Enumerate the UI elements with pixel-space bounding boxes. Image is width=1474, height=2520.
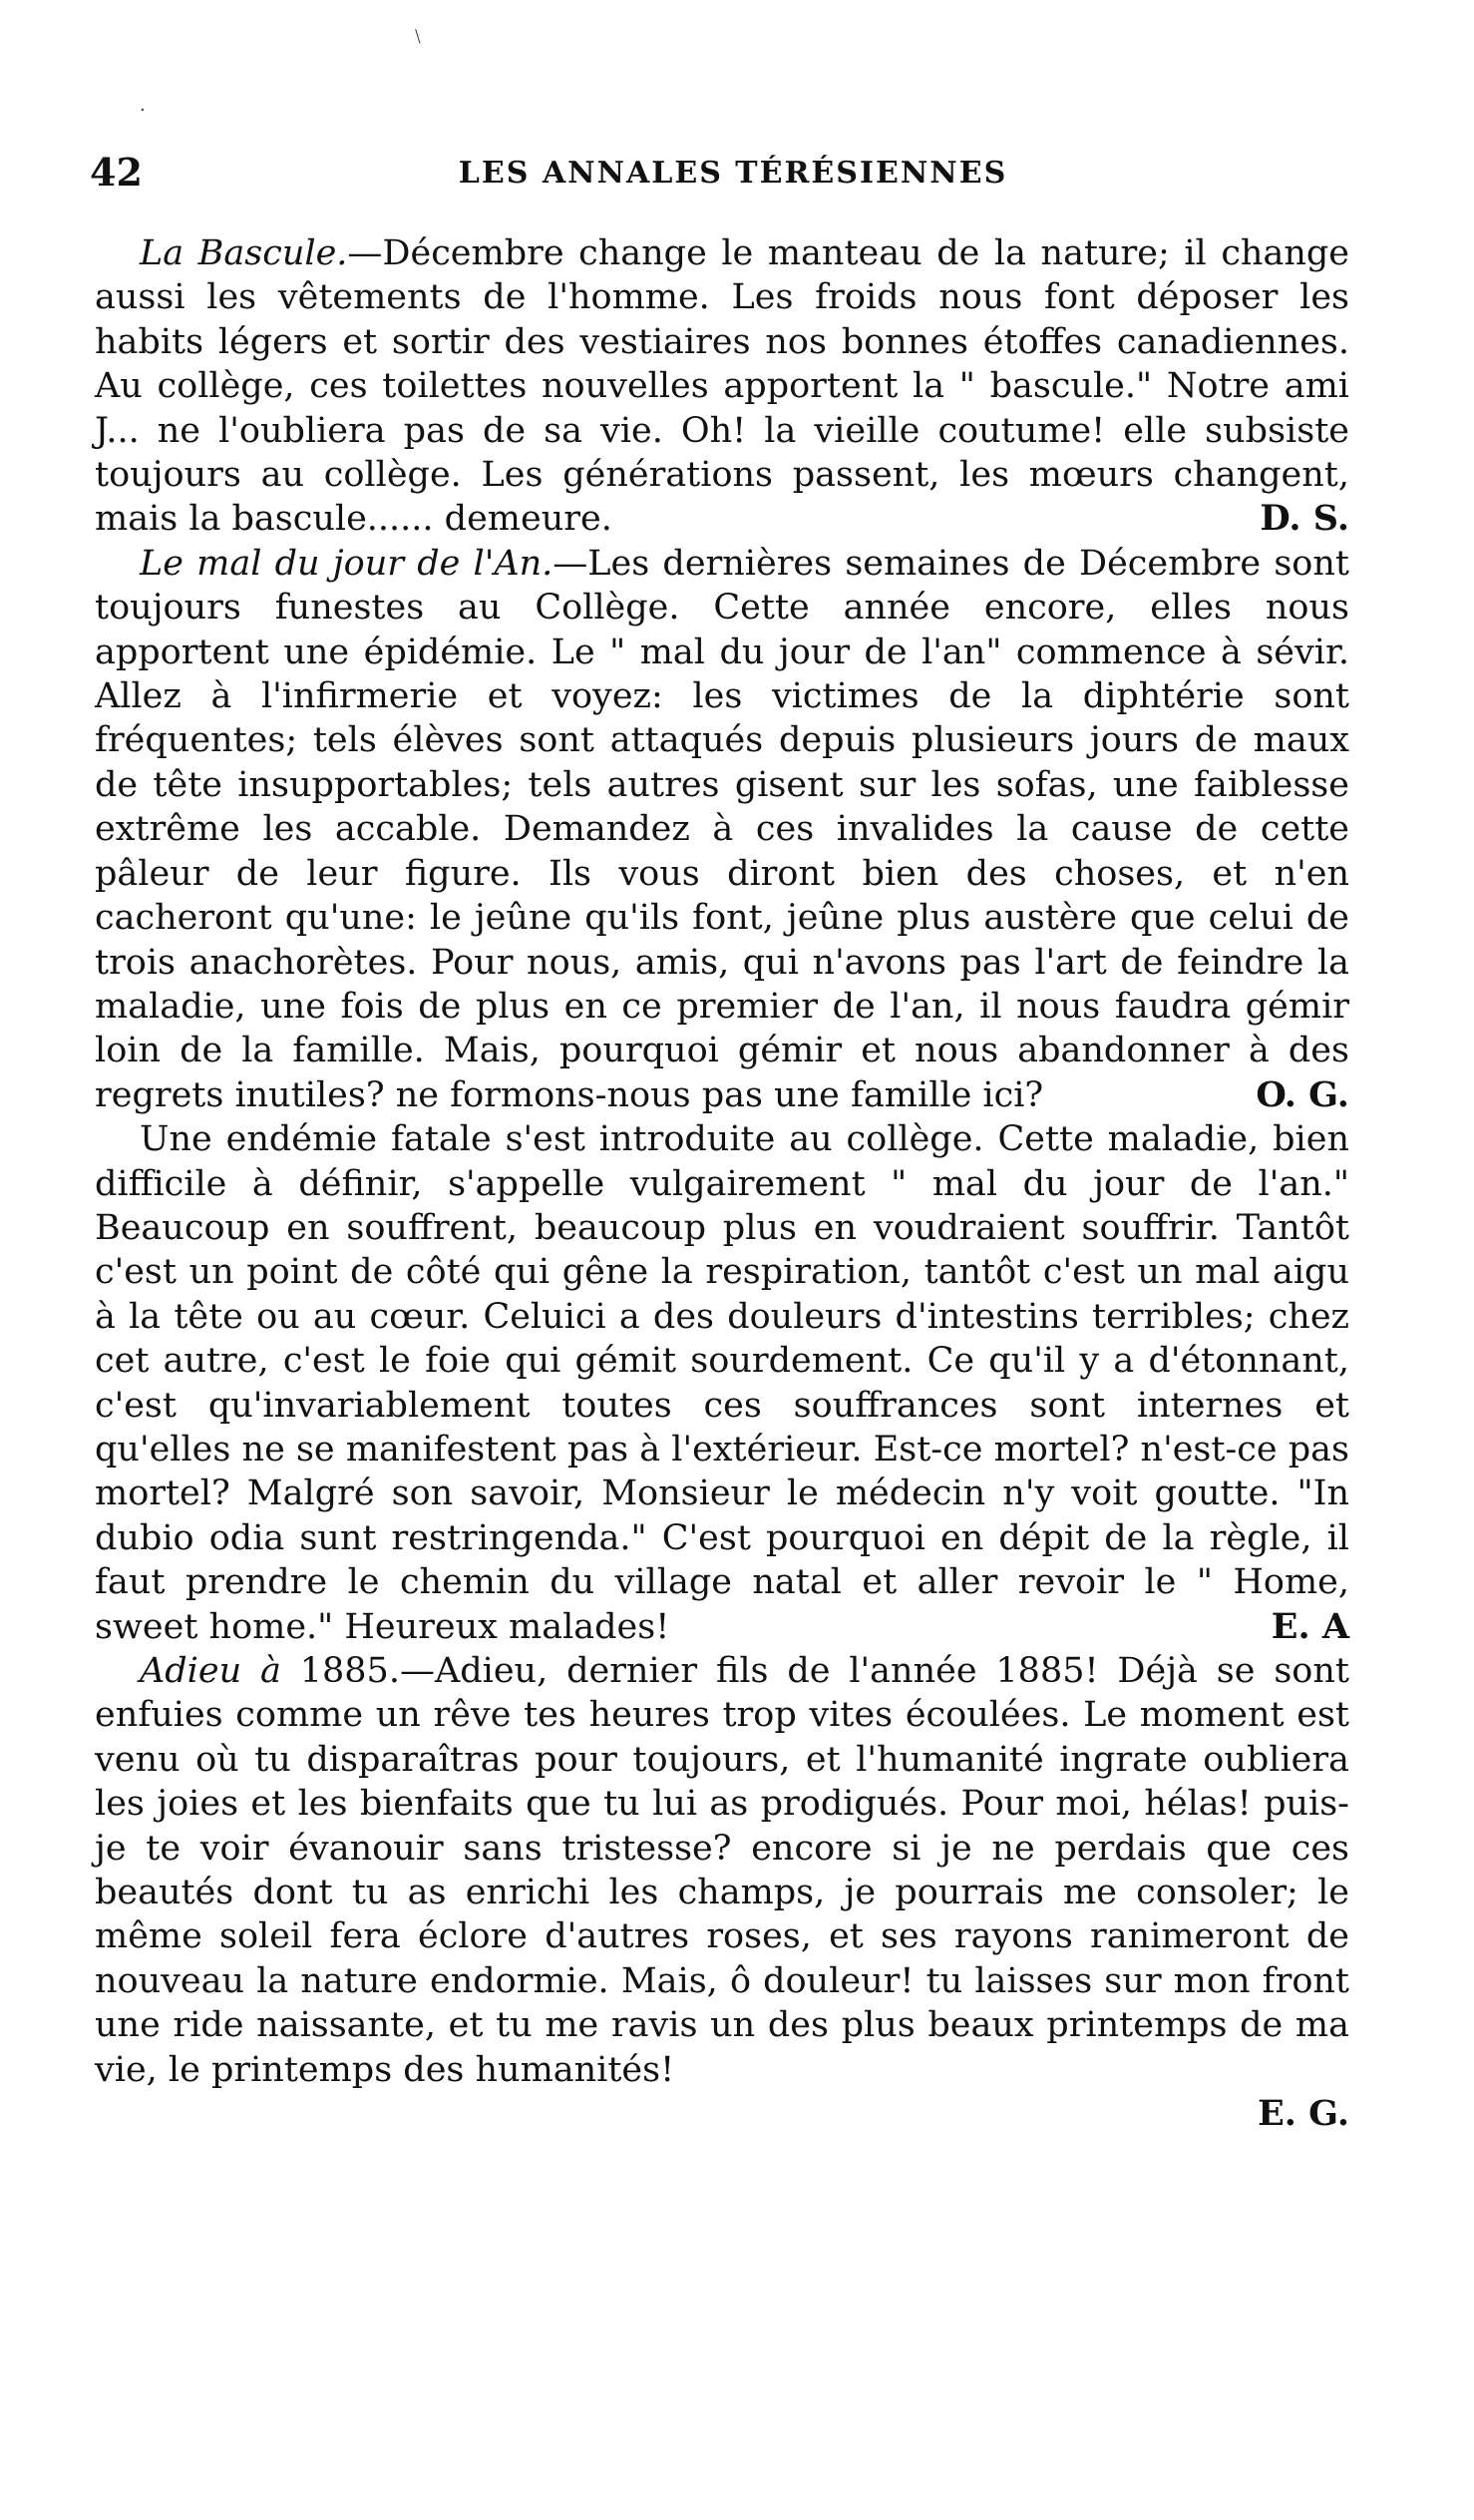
- article-body: [95, 231, 1349, 2136]
- author-signature: E. G.: [1258, 2093, 1349, 2135]
- section-title: Le mal du jour de l'An.: [140, 543, 553, 584]
- section-title: Adieu à: [140, 1651, 281, 1691]
- running-title: LES ANNALES TÉRÉSIENNES: [458, 156, 1008, 191]
- scan-speck: ·: [140, 100, 146, 121]
- paragraph-adieu-1885: [95, 1649, 1349, 2092]
- paragraph-text: —Les dernières semaines de Décembre sont toujours funestes au Collège. Cette année encore, elles nous apportent une épidémie. Le " mal du jour de l'an" commence à sévir. Allez à l'infirmerie et voyez: les victimes de la diphtérie sont fréquentes; tels élèves sont attaqués depuis plusieurs jours de maux de tête insupportables; tels autres gisent sur les sofas, une faiblesse extrême les accable. Demandez à ces invalides la cause de cette pâleur de leur figure. Ils vous diront bien des choses, et n'en cacheront qu'une: le jeûne qu'ils font, jeûne plus austère que celui de trois anachorètes. Pour nous, amis, qui n'avons pas l'art de feindre la maladie, une fois de plus en ce premier de l'an, il nous faudra gémir loin de la famille. Mais, pourquoi gémir et nous abandonner à des regrets inutiles? ne formons-nous pas une famille ici?: [95, 543, 1349, 1115]
- section-title: La Bascule.: [140, 233, 348, 273]
- author-signature: E. A: [1271, 1605, 1349, 1647]
- author-signature: D. S.: [1260, 498, 1349, 540]
- page-number: 42: [90, 150, 143, 195]
- paragraph-endemie: [95, 1117, 1349, 1649]
- paragraph-text: 1885.—Adieu, dernier fils de l'année 1885! Déjà se sont enfuies comme un rêve tes heures trop vites écoulées. Le moment est venu où tu disparaîtras pour toujours, et l'humanité ingrate oubliera les joies et les bienfaits que tu lui as prodigués. Pour moi, hélas! puis-je te voir évanouir sans tristesse? encore si je ne perdais que ces beautés dont tu as enrichi les champs, je pourrais me consoler; le même soleil fera éclore d'autres roses, et ses rayons ranimeront de nouveau la nature endormie. Mais, ô douleur! tu laisses sur mon front une ride naissante, et tu me ravis un des plus beaux printemps de ma vie, le printemps des humanités!: [95, 1651, 1349, 2090]
- paragraph-la-bascule: [95, 231, 1349, 542]
- page-header: [90, 150, 1376, 210]
- paragraph-mal-du-jour-de-lan: [95, 542, 1349, 1117]
- paragraph-text: —Décembre change le manteau de la nature; il change aussi les vêtements de l'homme. Les froids nous font déposer les habits légers et sortir des vestiaires nos bonnes étoffes canadiennes. Au collège, ces toilettes nouvelles apportent la " bascule." Notre ami J... ne l'oubliera pas de sa vie. Oh! la vieille coutume! elle subsiste toujours au collège. Les générations passent, les mœurs changent, mais la bascule...... demeure.: [95, 233, 1349, 540]
- paragraph-text: Une endémie fatale s'est introduite au collège. Cette maladie, bien difficile à définir, s'appelle vulgairement " mal du jour de l'an." Beaucoup en souffrent, beaucoup plus en voudraient souffrir. Tantôt c'est un point de côté qui gêne la respiration, tantôt c'est un mal aigu à la tête ou au cœur. Celuici a des douleurs d'intestins terribles; chez cet autre, c'est le foie qui gémit sourdement. Ce qu'il y a d'étonnant, c'est qu'invariablement toutes ces souffrances sont internes et qu'elles ne se manifestent pas à l'extérieur. Est-ce mortel? n'est-ce pas mortel? Malgré son savoir, Monsieur le médecin n'y voit goutte. "In dubio odia sunt restringenda." C'est pourquoi en dépit de la règle, il faut prendre le chemin du village natal et aller revoir le " Home, sweet home." Heureux malades!: [95, 1119, 1349, 1647]
- scan-speck: ﹨: [407, 23, 430, 48]
- author-signature: O. G.: [1256, 1073, 1349, 1115]
